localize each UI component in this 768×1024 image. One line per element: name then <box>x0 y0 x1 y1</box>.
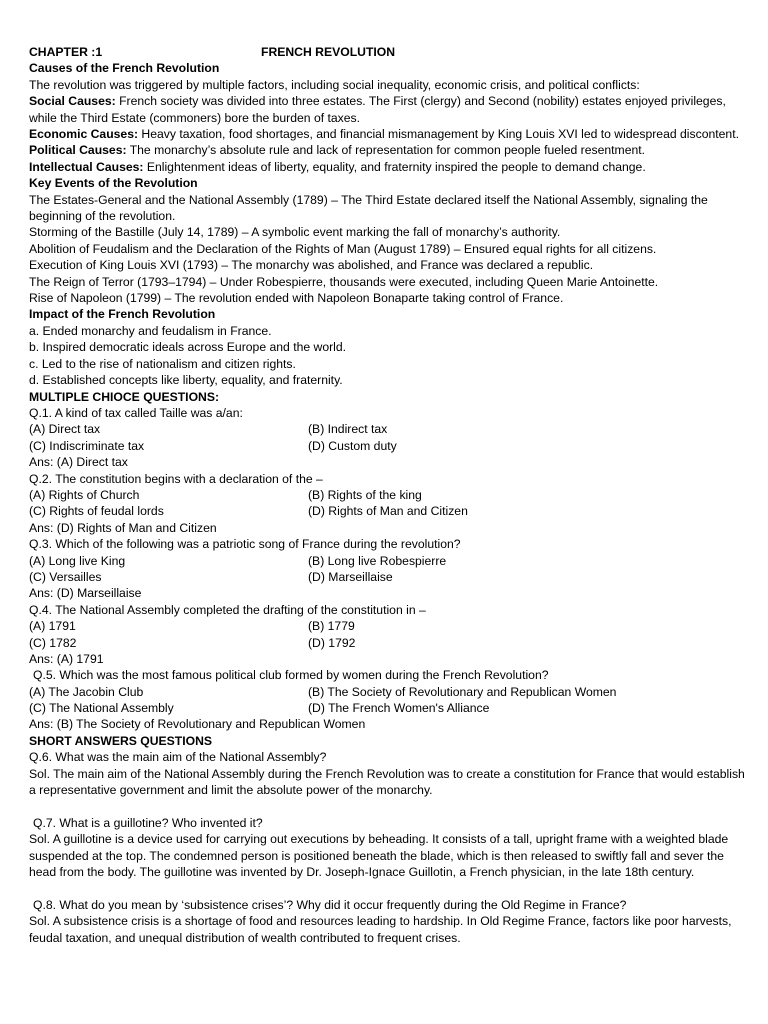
cause-label: Economic Causes: <box>29 127 139 142</box>
event-item: Execution of King Louis XVI (1793) – The monarchy was abolished, and France was declared a republic. <box>29 258 594 273</box>
short-answer: Sol. A guillotine is a device used for carrying out executions by beheading. It consists of a tall, upright frame with a weighted blade suspended at the top. The condemned person is positioned beneath the blade, which is then released to swiftly fall and sever the head from the body. The guillotine was invented by Dr. Joseph-Ignace Guillotin, a French physician, in the late 18th century. <box>29 832 729 880</box>
mcq-answer: Ans: (B) The Society of Revolutionary and Republican Women <box>29 717 366 732</box>
mcq-options-row <box>29 569 754 585</box>
mcq-answer: Ans: (A) 1791 <box>29 651 104 666</box>
option-b: (B) Indirect tax <box>308 422 388 437</box>
option-b: (B) The Society of Revolutionary and Republican Women <box>308 684 617 699</box>
cause-intellectual <box>29 159 754 175</box>
cause-label: Intellectual Causes: <box>29 159 144 174</box>
cause-label: Social Causes: <box>29 94 116 109</box>
impact-item: a. Ended monarchy and feudalism in France. <box>29 323 272 338</box>
impact-heading: Impact of the French Revolution <box>29 307 216 322</box>
option-d: (D) The French Women's Alliance <box>308 701 490 716</box>
option-a: (A) Long live King <box>29 553 126 568</box>
mcq-question: Q.3. Which of the following was a patriotic song of France during the revolution? <box>29 537 461 552</box>
short-question: Q.7. What is a guillotine? Who invented it? <box>33 815 263 830</box>
mcq-options-row <box>29 487 754 503</box>
mcq-options-row <box>29 553 754 569</box>
causes-heading: Causes of the French Revolution <box>29 61 220 76</box>
cause-text: The monarchy’s absolute rule and lack of representation for common people fueled resentment. <box>126 143 646 158</box>
event-item: Storming of the Bastille (July 14, 1789) – A symbolic event marking the fall of monarchy’s authority. <box>29 225 561 240</box>
cause-political <box>29 142 754 158</box>
option-d: (D) Rights of Man and Citizen <box>308 504 468 519</box>
short-heading: SHORT ANSWERS QUESTIONS <box>29 733 213 748</box>
option-b: (B) Rights of the king <box>308 487 422 502</box>
cause-text: French society was divided into three estates. The First (clergy) and Second (nobility) estates enjoyed privileges, while the Third Estate (commoners) bore the burden of taxes. <box>29 94 726 125</box>
chapter-label: CHAPTER :1 <box>29 45 103 59</box>
option-a: (A) Rights of Church <box>29 487 140 502</box>
mcq-question: Q.5. Which was the most famous political club formed by women during the French Revolution? <box>33 668 549 683</box>
mcq-options-row <box>29 438 754 454</box>
option-a: (A) 1791 <box>29 619 76 634</box>
mcq-heading: MULTIPLE CHIOCE QUESTIONS: <box>29 389 220 404</box>
option-c: (C) The National Assembly <box>29 701 174 716</box>
mcq-question: Q.1. A kind of tax called Taille was a/an: <box>29 405 243 420</box>
option-a: (A) The Jacobin Club <box>29 684 144 699</box>
impact-item: d. Established concepts like liberty, equality, and fraternity. <box>29 373 343 388</box>
mcq-answer: Ans: (D) Rights of Man and Citizen <box>29 520 217 535</box>
option-c: (C) Rights of feudal lords <box>29 504 164 519</box>
short-answer: Sol. A subsistence crisis is a shortage of food and resources leading to hardship. In Old Regime France, factors like poor harvests, feudal taxation, and unequal distribution of wealth contributed to frequent crises. <box>29 914 732 945</box>
event-item: The Reign of Terror (1793–1794) – Under Robespierre, thousands were executed, including Queen Marie Antoinette. <box>29 274 659 289</box>
cause-text: Heavy taxation, food shortages, and financial mismanagement by King Louis XVI led to widespread discontent. <box>138 127 739 142</box>
spacer <box>29 881 754 897</box>
spacer <box>29 799 754 815</box>
option-b: (B) Long live Robespierre <box>308 553 447 568</box>
mcq-answer: Ans: (A) Direct tax <box>29 455 128 470</box>
short-answer: Sol. The main aim of the National Assembly during the French Revolution was to create a constitution for France that would establish a representative government and limit the absolute power of the monarchy. <box>29 766 745 798</box>
mcq-options-row <box>29 700 754 716</box>
option-d: (D) Marseillaise <box>308 569 393 584</box>
mcq-options-row <box>29 503 754 519</box>
cause-label: Political Causes: <box>29 143 127 158</box>
short-question: Q.8. What do you mean by ‘subsistence crises’? Why did it occur frequently during the Old Regime in France? <box>33 897 627 912</box>
option-d: (D) Custom duty <box>308 438 397 453</box>
option-b: (B) 1779 <box>308 619 355 634</box>
impact-item: c. Led to the rise of nationalism and citizen rights. <box>29 356 296 371</box>
mcq-options-row <box>29 635 754 651</box>
mcq-question: Q.2. The constitution begins with a declaration of the – <box>29 471 323 486</box>
event-item: The Estates-General and the National Assembly (1789) – The Third Estate declared itself the National Assembly, signaling the beginning of the revolution. <box>29 192 708 224</box>
mcq-options-row <box>29 684 754 700</box>
event-item: Rise of Napoleon (1799) – The revolution ended with Napoleon Bonaparte taking control of France. <box>29 291 564 306</box>
cause-economic <box>29 126 754 142</box>
chapter-header <box>29 44 754 60</box>
event-item: Abolition of Feudalism and the Declaration of the Rights of Man (August 1789) – Ensured equal rights for all citizens. <box>29 241 657 256</box>
mcq-answer: Ans: (D) Marseillaise <box>29 586 142 601</box>
short-question: Q.6. What was the main aim of the National Assembly? <box>29 750 327 765</box>
option-c: (C) 1782 <box>29 635 77 650</box>
mcq-options-row <box>29 618 754 634</box>
impact-item: b. Inspired democratic ideals across Europe and the world. <box>29 340 347 355</box>
mcq-options-row <box>29 421 754 437</box>
option-a: (A) Direct tax <box>29 422 101 437</box>
cause-social <box>29 93 754 126</box>
option-c: (C) Versailles <box>29 569 102 584</box>
option-d: (D) 1792 <box>308 635 356 650</box>
events-heading: Key Events of the Revolution <box>29 176 198 191</box>
causes-intro: The revolution was triggered by multiple factors, including social inequality, economic crisis, and political conflicts: <box>29 77 640 92</box>
mcq-question: Q.4. The National Assembly completed the drafting of the constitution in – <box>29 602 426 617</box>
chapter-title: FRENCH REVOLUTION <box>261 45 396 59</box>
cause-text: Enlightenment ideas of liberty, equality, and fraternity inspired the people to demand change. <box>143 159 646 174</box>
option-c: (C) Indiscriminate tax <box>29 438 145 453</box>
